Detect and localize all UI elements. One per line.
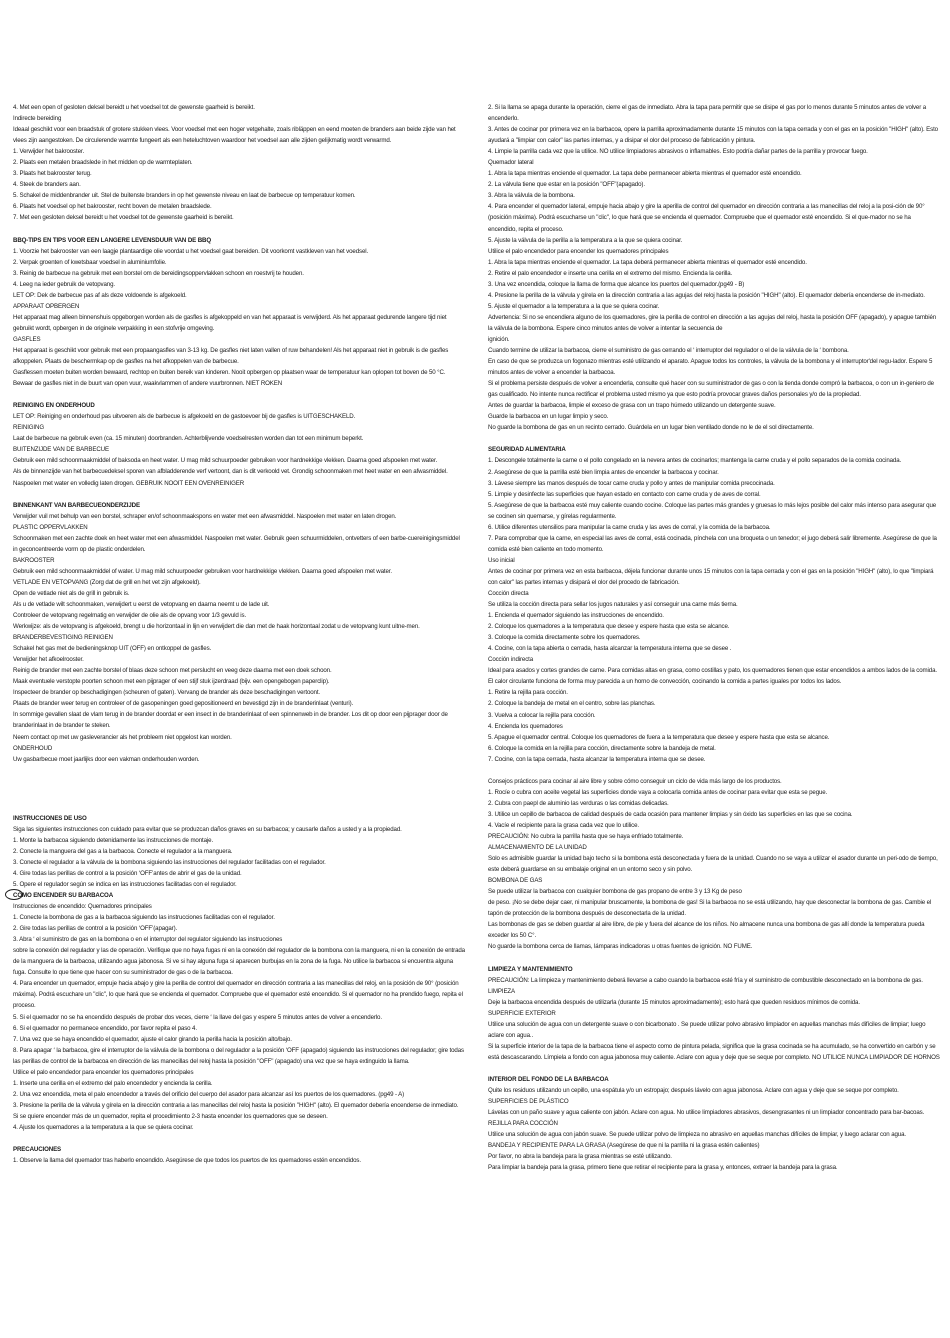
text-line: 8. Para apagar ‘ la barbacoa, gire el interruptor de la válvula de la bombona o del regulador a la posición ‘OFF (apagado) siguiendo las instrucciones del regulador; gire todas las perillas de control de la barbacoa en dirección de las manecillas del reloj hasta la posición "OFF" (apagado) una vez que se haya extinguido la llama.: [13, 1046, 464, 1065]
text-line: 2. Conecte la manguera del gas a la barbacoa. Conecte el regulador a la manguera.: [13, 847, 233, 855]
text-line: 5. Opere el regulador según se indica en las instrucciones facilitadas con el regulador.: [13, 880, 237, 888]
text-line: Controleer de vetopvang regelmatig en verwijder de olie als de opvang voor 1/3 gevuld is.: [13, 612, 247, 620]
section-heading: BINNENKANT VAN BARBECUEONDERZIJDE: [13, 501, 140, 509]
text-line: 4. Para encender el quemador lateral, empuje hacia abajo y gire la aperilla de control del quemador en dirección contraria a las manecillas del reloj a la posi-ción de 90° (posición máxima). Podrá escucharse un "clic", lo que hará que se encienda el quemador. Compruebe que el quemador esté encendido. Si el que-mador no se ha encendido, repita el proceso.: [488, 203, 925, 233]
text-line: In sommige gevallen slaat de vlam terug in de brander doordat er een insect in de branderinlaat of een spinnenweb in de brander. Los dit op door een pijprager door de branderinlaat in de brander te steken.: [13, 711, 448, 730]
text-line: 6. Coloque la comida en la rejilla para cocción, directamente sobre la bandeja de metal.: [488, 744, 716, 752]
text-line: BAKROOSTER: [13, 556, 55, 564]
spacer: [13, 1133, 465, 1144]
text-line: 1. Monte la barbacoa siguiendo detenidamente las instrucciones de montaje.: [13, 836, 214, 844]
text-line: LET OP: Reiniging en onderhoud pas uitvoeren als de barbecue is afgekoeld en de gastoevoer bij de gasfles is UITGESCHAKELD.: [13, 413, 356, 421]
text-line: 3. Abra ‘ el suministro de gas en la bombona o en el interruptor del regulator siguiendo las instrucciones: [13, 936, 283, 944]
text-line: 2. Verpak groenten of kwetsbaar voedsel in aluminiumfolie.: [13, 258, 167, 266]
spacer: [488, 1063, 940, 1074]
text-line: 7. Para comprobar que la carne, en especial las aves de corral, está cocinada, pínchela con una broqueta o un tenedor; el jugo deberá salir libremente. Asegúrese de que la comida esté bien caliente en todo momento.: [488, 534, 937, 553]
text-line: Uw gasbarbecue moet jaarlijks door een vakman onderhouden worden.: [13, 755, 200, 763]
text-line: Verwijder het afkoelrooster.: [13, 656, 84, 664]
text-line: Gasflessen moeten buiten worden bewaard, rechtop en buiten bereik van kinderen. Nooit opbergen op plaatsen waar de temperatuur kan oplopen tot boven de 50 °C.: [13, 369, 446, 377]
text-line: SUPERFICIES DE PLÁSTICO: [488, 1098, 569, 1106]
text-line: ignición.: [488, 335, 510, 343]
text-line: Indirecte bereiding: [13, 115, 62, 123]
text-line: En caso de que se produzca un fogonazo mientras esté utilizando el aparato. Apague todos los controles, la válvula de la bombona y el interruptor'del regu-lador. Espere 5 minutos antes de volver a encender la barbacoa.: [488, 358, 933, 377]
text-line: 3. Abra la válvula de la bombona.: [488, 192, 575, 200]
text-line: VETLADE EN VETOPVANG (Zorg dat de grill en het vet zijn afgekoeld).: [13, 578, 201, 586]
text-line: Plaats de brander weer terug en controleer of de gasopeningen goed gepositioneerd en bevestigd zijn in de branderinlaat (venturi).: [13, 700, 354, 708]
text-line: Open de vetlade niet als de grill in gebruik is.: [13, 589, 130, 597]
text-line: 4. Leeg na ieder gebruik de vetopvang.: [13, 280, 115, 288]
spacer: [488, 433, 940, 444]
text-line: Uso inicial: [488, 556, 515, 564]
text-line: Het apparaat is geschikt voor gebruik met een propaangasfles van 3-13 kg. De gasfles niet laten vallen of ruw behandelen! Als het apparaat niet in gebruik is de gasfles afkoppelen. Plaats de beschermkap op de gasfles na het afkoppelen van de barbecue.: [13, 346, 449, 366]
spacer: [488, 765, 940, 776]
text-line: Reinig de brander met een zachte borstel of blaas deze schoon met perslucht en veeg deze daarna met een doek schoon.: [13, 667, 332, 675]
text-line: LIMPIEZA: [488, 987, 516, 995]
text-line: Werkwijze: als de vetopvang is afgekoeld, brengt u die horizontaal in lijn en verwijdert die dan met de haak horizontaal zodat u de vetopvang kunt uitne-men.: [13, 623, 420, 631]
text-line: Deje la barbacoa encendida después de utilizarla (durante 15 minutos aproximadamente); esto hará que queden residuos mínimos de comida.: [488, 998, 860, 1006]
text-line: Bewaar de gasfles niet in de buurt van open vuur, waakvlammen of andere vuurbronnen. NIET ROKEN: [13, 380, 283, 388]
text-line: 6. Si el quemador no permanece encendido, por favor repita el paso 4.: [13, 1024, 197, 1032]
section-heading: PRECAUCIONES: [13, 1146, 62, 1154]
text-line: 3. Plaats het bakrooster terug.: [13, 170, 92, 178]
text-line: Als de binnenzijde van het barbecuedeksel sporen van afbladderende verf vertoont, dan is dit verkoold vet. Grondig schoonmaken met heet water en een afwasmiddel. Naspoelen met water en volledig laten drogen. GEBRUIK NOOIT EEN OVENREINIGER: [13, 468, 448, 487]
text-line: 4. Steek de branders aan.: [13, 181, 81, 189]
text-line: BRANDERBEVESTIGING REINIGEN: [13, 634, 113, 642]
text-line: 2. La válvula tiene que estar en la posición "OFF"(apagado).: [488, 181, 645, 189]
spacer: [13, 224, 465, 235]
section-heading: CÓMO ENCENDER SU BARBACOA: [13, 892, 114, 899]
text-line: 7. Cocine, con la tapa cerrada, hasta alcanzar la temperatura interna que se desee.: [488, 755, 706, 763]
text-line: 4. Vacíe el recipiente para la grasa cada vez que lo utilice.: [488, 821, 639, 829]
text-line: Neem contact op met uw gasleverancier als het probleem niet opgelost kan worden.: [13, 733, 232, 741]
text-line: PLASTIC OPPERVLAKKEN: [13, 523, 88, 531]
text-line: No guarde la bombona de gas en un recinto cerrado. Guárdela en un lugar bien ventilado donde no le de el sol directamente.: [488, 424, 814, 432]
text-line: BOMBONA DE GAS: [488, 877, 543, 885]
text-line: Guarde la barbacoa en un lugar limpio y seco.: [488, 413, 609, 421]
text-line: 2. Una vez encendida, meta el palo encendedor a través del orificio del cuerpo del asador para alcanzar así los puertos de los quemadores. (pg49 - A): [13, 1090, 405, 1098]
text-line: 3. Presione la perilla de la válvula y gírela en la dirección contraria a las manecillas del reloj hasta la posición "HIGH" (alto). El quemador debería encenderse de inmediato. Si se quiere encender más de un quemador, repita el procedimiento 2-3 hasta encender los quemadores que se deseen.: [13, 1101, 459, 1120]
text-line: 6. Utilice diferentes utensilios para manipular la carne cruda y las aves de corral, y la comida de la barbacoa.: [488, 523, 771, 531]
text-line: Las bombonas de gas se deben guardar al aire libre, de pie y fuera del alcance de los niños. No almacene nunca una bombona de gas allí donde la temperatura pueda exceder los 50 C°.: [488, 921, 925, 940]
text-line: 2. Asegúrese de que la parrilla esté bien limpia antes de encender la barbacoa y cocinar.: [488, 468, 719, 476]
text-line: Se utiliza la cocción directa para sellar los jugos naturales y así conseguir una carne más tierna.: [488, 601, 738, 609]
text-line: Het apparaat mag alleen binnenshuis opgeborgen worden als de gasfles is afgekoppeld en van het apparaat is verwijderd. Als het apparaat gedurende langere tijd niet gebruikt wordt, opbergen in de originele verpakking in een stofvrije omgeving.: [13, 313, 447, 332]
text-line: 3. Antes de cocinar por primera vez en la barbacoa, opere la parrilla aproximadamente durante 15 minutos con la tapa cerrada y con el gas en la posición "HIGH" (alto). Esto ayudará a "limpiar con calor" las partes internas, y a disipar el olor del proceso de fabricación y pintura.: [488, 126, 938, 145]
section-heading: INTERIOR DEL FONDO DE LA BARBACOA: [488, 1075, 609, 1083]
text-line: Si la superficie interior de la tapa de la barbacoa tiene el aspecto como de pintura pelada, significa que la grasa cocinada se ha acumulado, se ha convertido en carbón y se está descascarando. Límpiela a fondo con agua jabonosa muy caliente. Aclare con agua y deje que se seque por completo. NO UTILICE NUNCA LIMPIADOR DE HORNOS: [488, 1042, 940, 1061]
text-line: Si el problema persiste después de volver a encenderla, consulte qué hacer con su suministrador de gas o con la tienda donde compró la barbacoa, o con un in-geniero de gas cualificado. No intente nunca rectificar el problema usted mismo ya que esto podría provocar graves daños personales y/o de la propiedad.: [488, 380, 934, 399]
text-line: LET OP: Dek de barbecue pas af als deze voldoende is afgekoeld.: [13, 291, 187, 299]
text-line: 1. Observe la llama del quemador tras haberlo encendido. Asegúrese de que todos los puertos de los quemadores estén encendidos.: [13, 1157, 361, 1165]
text-line: Ideaal geschikt voor een braadstuk of grotere stukken vlees. Voor voedsel met een hoger vetgehalte, zoals ribläppen en eend moeten de branders aan beide zijde van het vlees zijn aangestoken. De circulerende warmte fungeert als een heteluchtoven waardoor het voedsel aan alle zijden gelijkmatig wordt verwarmd.: [13, 126, 456, 145]
spacer: [13, 765, 465, 813]
text-line: 2. Coloque la bandeja de metal en el centro, sobre las planchas.: [488, 700, 656, 708]
text-line: Schoonmaken met een zachte doek en heet water met een afwasmiddel. Naspoelen met water. Gebruik geen schuurmiddelen, ontvetters of een barbe-cuereinigingsmiddel in geconcentreerde vorm op de plastic onderdelen.: [13, 534, 460, 553]
text-line: No guarde la bombona cerca de llamas, lámparas indicadoras u otras fuentes de ignición. NO FUME.: [488, 943, 753, 951]
text-line: sobre la conexión del regulador y las de operación. Verifique que no haya fugas ni en la conexión del regulador de la bombona con la manguera, ni en la conexión de entrada de la manguera de la barbacoa, utilizando agua jabonosa. Si ve si hay alguna fuga si aparecen burbujas en la zona de la fuga. No utilice la barbacoa si encuentra alguna fuga. Consulte lo que tiene que hacer con su suministrador de gas o de la barbacoa.: [13, 947, 465, 977]
text-line: 5. Schakel de middenbrander uit. Stel de buitenste branders in op het gewenste niveau en laat de barbecue op temperatuur komen.: [13, 192, 356, 200]
text-line: Quite los residuos utilizando un cepillo, una espátula y/o un estropajo; después lávelo con agua jabonosa. Aclare con agua y deje que se seque por completo.: [488, 1086, 899, 1094]
text-line: REJILLA PARA COCCIÓN: [488, 1120, 558, 1128]
text-line: Utilice el palo encendedor para encender los quemadores principales: [13, 1068, 194, 1076]
text-line: Gebruik een mild schoonmaakmiddel of water. U mag mild schuurpoeder gebruiken voor hardnekkige vlekken. Daarna goed afspoelen met water.: [13, 567, 392, 575]
text-line: 5. Ajuste la válvula de la perilla a la temperatura a la que se quiera cocinar.: [488, 236, 683, 244]
text-line: 7. Una vez que se haya encendido el quemador, ajuste el calor girando la perilla hacia la posición alto/bajo.: [13, 1035, 292, 1043]
text-line: Siga las siguientes instrucciones con cuidado para evitar que se produzcan daños graves en su barbacoa; y causarle daños a usted y a la propiedad.: [13, 825, 402, 833]
text-line: BANDEJA Y RECIPIENTE PARA LA GRASA (Asegúrese de que ni la parrilla ni la grasa estén calientes): [488, 1142, 760, 1150]
text-line: 1. Conecte la bombona de gas a la barbacoa siguiendo las instrucciones facilitadas con el regulador.: [13, 914, 275, 922]
section-heading: INSTRUCCIONES DE USO: [13, 814, 87, 822]
text-line: Solo es admisible guardar la unidad bajo techo si la bombona está desconectada y fuera de la unidad. Cuando no se vaya a utilizar el asador durante un peri-odo de tiempo, este deberá guardarse en su embalaje original en un entorno seco y sin polvo.: [488, 855, 938, 874]
text-line: GASFLES: [13, 335, 41, 343]
left-column: [13, 102, 465, 1166]
text-line: 1. Abra la tapa mientras enciende el quemador. La tapa deberá permanecer abierta mientras el quemador esté encendido.: [488, 258, 807, 266]
text-line: Se puede utilizar la barbacoa con cualquier bombona de gas propano de entre 3 y 13 Kg de peso: [488, 888, 742, 896]
text-line: 3. Lávese siempre las manos después de tocar carne cruda y pollo y antes de manipular comida precocinada.: [488, 479, 775, 487]
text-line: 3. Vuelva a colocar la rejilla para cocción.: [488, 711, 596, 719]
text-line: 3. Coloque la comida directamente sobre los quemadores.: [488, 634, 641, 642]
text-line: PRECAUCIÓN: No cubra la parrilla hasta que se haya enfriado totalmente.: [488, 833, 684, 840]
text-line: Als u de vetlade wilt schoonmaken, verwijdert u eerst de vetopvang en daarna neemt u de lade uit.: [13, 600, 270, 608]
text-line: 1. Inserte una cerilla en el extremo del palo encendedor y encienda la cerilla.: [13, 1079, 213, 1087]
text-line: 3. Reinig de barbecue na gebruik met een borstel om de bereidingsoppervlakken schoon en roestvrij te houden.: [13, 269, 304, 277]
text-line: 4. Presione la perilla de la válvula y gírela en la dirección contraria a las agujas del reloj hasta la posición "HIGH" (alto). El quemador debería encenderse de in-mediato.: [488, 291, 925, 299]
text-line: Antes de cocinar por primera vez en esta barbacoa, déjela funcionar durante unos 15 minutos con la tapa cerrada y con el gas en la posición "HIGH" (alto), lo que "limpiará con calor" las partes internas y disipará el olor del procedo de fabricación.: [488, 567, 934, 586]
spacer: [13, 489, 465, 500]
text-line: de peso. ¡No se debe dejar caer, ni manipular bruscamente, la bombona de gas! Si la barbacoa no se está utilizando, hay que desconectar la bombona de gas. Cambie el tapón de protección de la bombona después de desconectarla de la unidad.: [488, 899, 932, 918]
text-line: PRECAUCIÓN: La limpieza y mantenimiento deberá llevarse a cabo cuando la barbacoa esté fría y el suministro de combustible desconectado en la bombona de gas.: [488, 976, 923, 984]
text-line: 5. Ajuste el quemador a la temperatura a la que se quiera cocinar.: [488, 302, 660, 310]
text-line: 2. Retire el palo encendedor e inserte una cerilla en el extremo del mismo. Encienda la cerilla.: [488, 269, 733, 277]
text-line: Cocción indirecta: [488, 656, 534, 664]
section-heading: SEGURIDAD ALIMENTARIA: [488, 446, 566, 454]
text-line: 4. Gire todas las perillas de control a la posición ‘OFF’antes de abrir el gas de la unidad.: [13, 869, 242, 877]
text-line: 2. Si la llama se apaga durante la operación, cierre el gas de inmediato. Abra la tapa para permitir que se disipe el gas por lo menos durante 5 minutos antes de volver a encenderlo.: [488, 104, 927, 123]
text-line: Advertencia: Si no se encendiera alguno de los quemadores, gire la perilla de control en dirección a las agujas del reloj, hasta la posición OFF (apagado), y apague también la válvula de la bombona. Espere cinco minutos antes de volver a intentar la secuencia de: [488, 313, 937, 332]
text-line: 5. Apague el quemador central. Coloque los quemadores de fuera a la temperatura que desee y espere hasta que esta se alcance.: [488, 733, 830, 741]
text-line: Quemador lateral: [488, 159, 534, 167]
text-line: 3. Una vez encendida, coloque la llama de forma que alcance los puertos del quemador.(pg49 - B): [488, 280, 745, 288]
text-line: 4. Met een open of gesloten deksel bereidt u het voedsel tot de gewenste gaarheid is bereikt.: [13, 104, 255, 111]
text-line: 1. Verwijder het bakrooster.: [13, 148, 85, 156]
text-line: Lávelas con un paño suave y agua caliente con jabón. Aclare con agua. No utilice limpiadores abrasivos, desengrasantes ni un limpiador concentrado para bar-bacoas.: [488, 1109, 925, 1117]
text-line: 2. Coloque los quemadores a la temperatura que desee y espere hasta que esta se alcance.: [488, 623, 730, 631]
text-line: Laat de barbecue na gebruik even (ca. 15 minuten) doorbranden. Achterblijvende voedselresten worden dan tot een minimum beperkt.: [13, 435, 364, 443]
text-line: Antes de guardar la barbacoa, limpie el exceso de grasa con un trapo húmedo utilizando un detergente suave.: [488, 402, 776, 410]
text-line: APPARAAT OPBERGEN: [13, 302, 80, 310]
text-line: Utilice una solución de agua con un detergente suave o con bicarbonato . Se puede utilizar polvo abrasivo limpiador en aquellas manchas más difíciles de limpiar; luego aclare con agua..: [488, 1020, 926, 1039]
text-line: Utilice el palo encendedor para encender los quemadores principales: [488, 247, 669, 255]
spacer: [13, 389, 465, 400]
text-line: 2. Cubra con paepl de aluminio las verduras o las comidas delicadas.: [488, 799, 669, 807]
text-line: 1. Voorzie het bakrooster van een laagje plantaardige olie voordat u het voedsel gaat bereiden. Dit voorkomt vastkleven van het voedsel.: [13, 247, 369, 255]
text-line: 1. Descongele totalmente la carne o el pollo congelado en la nevera antes de cocinarlos; mantenga la carne cruda y el pollo separados de la comida cocinada.: [488, 457, 902, 465]
text-line: ONDERHOUD: [13, 744, 53, 752]
text-line: 1. Rocíe o cubra con aceite vegetal las superficies donde vaya a colocarla comida antes de cocinar para evitar que esta se pegue.: [488, 788, 828, 796]
text-line: 1. Retire la rejilla para cocción.: [488, 689, 568, 697]
text-line: Instrucciones de encendido: Quemadores principales: [13, 903, 152, 911]
text-line: Maak eventuele verstopte poorten schoon met een pijprager of een stijf stuk ijzerdraad (bijv. een opengebogen paperclip).: [13, 678, 330, 686]
text-line: BUITENZIJDE VAN DE BARBECUE: [13, 446, 109, 454]
text-line: Verwijder vuil met behulp van een borstel, schraper en/of schoonmaakspons en water met een afwasmiddel. Naspoelen met water en laten drogen.: [13, 512, 397, 520]
text-line: 4. Limpie la parrilla cada vez que la utilice. NO utilice limpiadores abrasivos o inflamables. Esto podría dañar partes de la parrilla y provocar fuego.: [488, 148, 868, 156]
text-line: 3. Conecte el regulador a la válvula de la bombona siguiendo las instrucciones del regulador facilitadas con el regulador.: [13, 858, 326, 866]
text-line: Para limpiar la bandeja para la grasa, primero tiene que retirar el recipiente para la grasa y, entonces, extraer la bandeja para la grasa.: [488, 1164, 838, 1172]
text-line: 7. Met een gesloten deksel bereidt u het voedsel tot de gewenste gaarheid is bereikt.: [13, 214, 234, 222]
text-line: 5. Limpie y desinfecte las superficies que hayan estado en contacto con carne cruda y de aves de corral.: [488, 490, 761, 498]
text-line: Cuando termine de utilizar la barbacoa, cierre el suministro de gas cerrando el ‘ interruptor del regulador o el de la válvula de la ‘ bombona.: [488, 347, 849, 355]
text-line: 6. Plaats het voedsel op het bakrooster, recht boven de metalen braadslede.: [13, 203, 212, 211]
text-line: ALMACENAMIENTO DE LA UNIDAD: [488, 844, 587, 852]
section-heading: BBQ-TIPS EN TIPS VOOR EEN LANGERE LEVENSDUUR VAN DE BBQ: [13, 236, 211, 244]
text-line: 5. Asegúrese de que la barbacoa esté muy caliente cuando cocine. Coloque las partes más grandes y gruesas lo más lejos posible del calor más intenso para asegurar que se cocinen sin quemarse, y gírelas regularmente.: [488, 501, 937, 520]
spacer: [488, 953, 940, 964]
text-line: 4. Para encender un quemador, empuje hacia abajo y gire la perilla de control del quemador en dirección contraria a las manecillas del reloj, en la posición de 90° (posición máxima). Podrá escuchare un "clic", lo que hará que se encienda el quemador. Compruebe que el quemador esté encendido. Si el quemador no ha prendido fuego, repita el proceso.: [13, 980, 463, 1010]
section-heading: LIMPIEZA Y MANTENIMIENTO: [488, 965, 573, 973]
text-line: 2. Plaats een metalen braadslede in het midden op de warmteplaten.: [13, 159, 193, 167]
right-column: [488, 102, 940, 1173]
text-line: Inspecteer de brander op beschadigingen (scheuren of gaten). Vervang de brander als deze beschadigingen vertoont.: [13, 689, 320, 697]
text-line: 4. Ajuste los quemadores a la temperatura a la que se quiera cocinar.: [13, 1123, 194, 1131]
text-line: SUPERFICIE EXTERIOR: [488, 1009, 556, 1017]
text-line: 1. Abra la tapa mientras enciende el quemador. La tapa debe permanecer abierta mientras el quemador esté encendido.: [488, 170, 802, 178]
text-line: 3. Utilice un cepillo de barbacoa de calidad después de cada ocasión para mantener limpias y sin óxido las superficies en las que se cocina.: [488, 810, 853, 818]
text-line: Gebruik een mild schoonmaakmiddel of baksoda en heet water. U mag mild schuurpoeder gebruiken voor hardnekkige vlekken. Daarna goed afspoelen met water.: [13, 457, 438, 465]
text-line: Cocción directa: [488, 590, 529, 598]
text-line: Utilice una solución de agua con jabón suave. Se puede utilizar polvo de limpieza no abrasivo en aquellas manchas difíciles de limpiar, y luego aclarar con agua.: [488, 1131, 906, 1139]
text-line: Schakel het gas met de bedieningsknop UIT (OFF) en ontkoppel de gasfles.: [13, 645, 212, 653]
text-line: 2. Gire todas las perillas de control a la posición ‘OFF’(apagar).: [13, 925, 178, 933]
text-line: 5. Si el quemador no se ha encendido después de probar dos veces, cierre ‘ la llave del gas y espere 5 minutos antes de volver a encenderlo.: [13, 1013, 382, 1021]
section-heading: REINIGING EN ONDERHOUD: [13, 402, 95, 410]
text-line: 4. Cocine, con la tapa abierta o cerrada, hasta alcanzar la temperatura interna que se desee .: [488, 645, 732, 653]
text-line: REINIGING: [13, 424, 44, 432]
text-line: 1. Encienda el quemador siguiendo las instrucciones de encendido.: [488, 612, 664, 620]
text-line: Ideal para asados y cortes grandes de carne. Para comidas altas en grasa, como costillas y pato, los quemadores tienen que estar encendidos a ambos lados de la comida. El calor circulante funciona de forma muy parecida a un horno de convección, cocinando la comida a partes iguales por todos los lados.: [488, 667, 937, 686]
text-line: 4. Encienda los quemadores: [488, 722, 563, 730]
text-line: Consejos prácticos para cocinar al aire libre y sobre cómo conseguir un ciclo de vida más largo de los productos.: [488, 777, 782, 785]
text-line: Por favor, no abra la bandeja para la grasa mientras se esté utilizando.: [488, 1153, 672, 1161]
